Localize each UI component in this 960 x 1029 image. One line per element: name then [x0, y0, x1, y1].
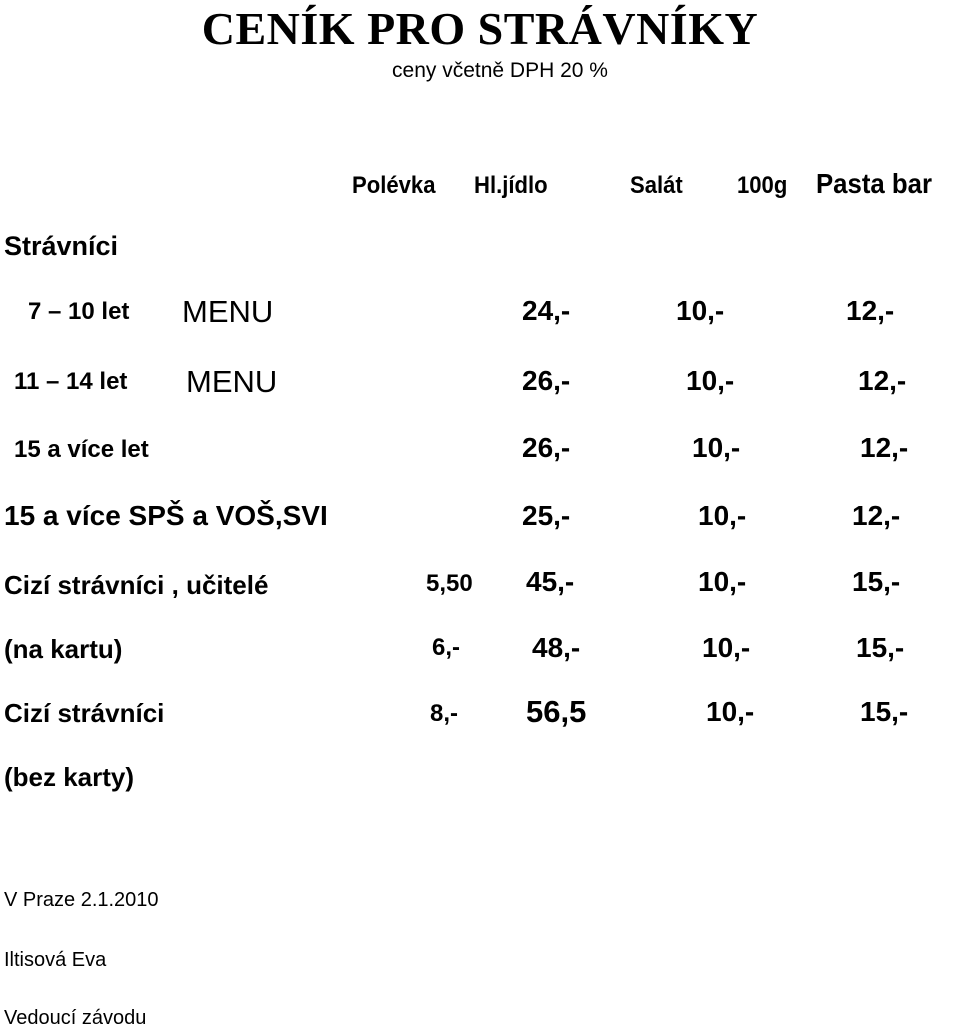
cell-polevka: 5,50: [426, 570, 473, 597]
row-menu-label: MENU: [186, 364, 278, 399]
column-header-salat: Salát: [630, 172, 683, 199]
cell-hl-jidlo: 48,-: [532, 632, 581, 663]
row-label: 11 – 14 let: [14, 368, 128, 395]
row-menu-label: MENU: [182, 294, 274, 329]
row-label: Cizí strávníci , učitelé: [4, 570, 269, 600]
group-label-stravnici: Strávníci: [4, 231, 119, 261]
cell-polevka: 6,-: [432, 634, 461, 661]
row-label: (na kartu): [4, 634, 123, 664]
row-label: 7 – 10 let: [28, 298, 130, 325]
cell-polevka: 8,-: [430, 700, 459, 727]
row-label: Cizí strávníci: [4, 698, 165, 728]
footer-place-date: V Praze 2.1.2010: [4, 889, 159, 911]
cell-pasta-bar: 15,-: [856, 632, 905, 663]
row-label: 15 a více let: [14, 436, 149, 463]
page-subtitle: ceny včetně DPH 20 %: [392, 59, 608, 82]
cell-hl-jidlo: 56,5: [526, 694, 587, 729]
cell-pasta-bar: 12,-: [858, 365, 907, 396]
column-header-pasta-bar: Pasta bar: [816, 168, 932, 199]
cell-salat: 10,-: [702, 632, 751, 663]
cell-salat: 10,-: [676, 295, 725, 326]
cell-hl-jidlo: 24,-: [522, 295, 571, 326]
footer-name: Iltisová Eva: [4, 949, 107, 971]
row-sublabel-bez-karty: (bez karty): [4, 762, 135, 792]
cell-salat: 10,-: [698, 566, 747, 597]
cell-pasta-bar: 15,-: [852, 566, 901, 597]
cell-hl-jidlo: 26,-: [522, 365, 571, 396]
footer-role: Vedoucí závodu: [4, 1007, 147, 1029]
column-header-weight: 100g: [737, 172, 788, 199]
cell-hl-jidlo: 26,-: [522, 432, 571, 463]
column-header-hl-jidlo: Hl.jídlo: [474, 172, 548, 199]
cell-hl-jidlo: 45,-: [526, 566, 575, 597]
row-label: 15 a více SPŠ a VOŠ,SVI: [4, 500, 328, 531]
column-header-polevka: Polévka: [352, 172, 436, 199]
cell-pasta-bar: 12,-: [846, 295, 895, 326]
cell-salat: 10,-: [686, 365, 735, 396]
cell-pasta-bar: 12,-: [852, 500, 901, 531]
cell-pasta-bar: 12,-: [860, 432, 909, 463]
cell-pasta-bar: 15,-: [860, 696, 909, 727]
cell-salat: 10,-: [706, 696, 755, 727]
cell-salat: 10,-: [692, 432, 741, 463]
cell-hl-jidlo: 25,-: [522, 500, 571, 531]
page-title: CENÍK PRO STRÁVNÍKY: [201, 3, 759, 54]
cell-salat: 10,-: [698, 500, 747, 531]
